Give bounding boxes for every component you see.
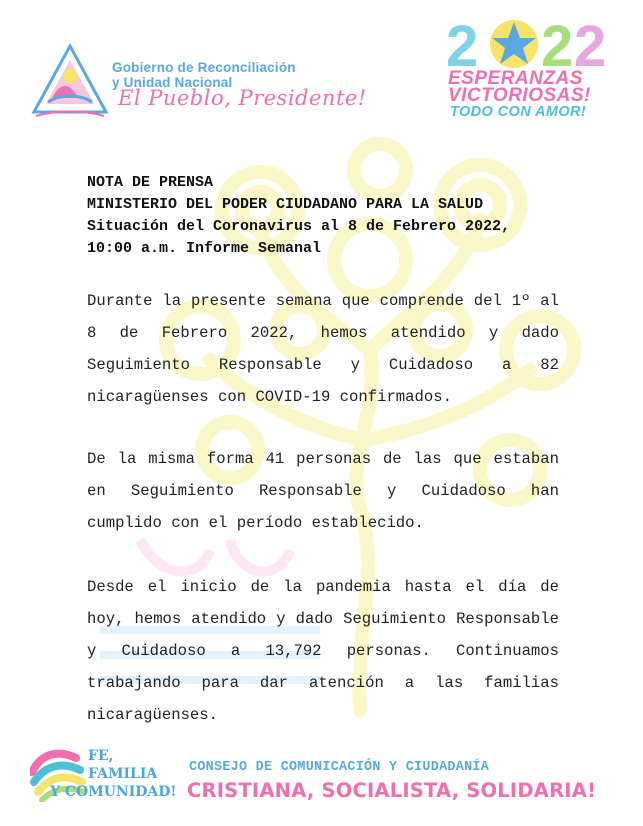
title-line-nota: NOTA DE PRENSA <box>87 174 214 191</box>
todo-con-amor-text: TODO CON AMOR! <box>450 104 587 120</box>
paragraph-weekly-cases: Durante la presente semana que comprende del 1º al 8 de Febrero 2022, hemos atendido y dado Seguimiento Responsable y Cuidadoso a 82 nicaragüenses con COVID-19 confirmados. <box>87 292 559 406</box>
paragraph-completed-follow-up: De la misma forma 41 personas de las que estaban en Seguimiento Responsable y Cuidadoso han cumplido con el período establecido. <box>87 450 559 532</box>
title-line-ministerio: MINISTERIO DEL PODER CIUDADANO PARA LA SALUD <box>87 196 484 213</box>
footer-fe-text: FE, <box>88 748 114 764</box>
year-2022-logo-icon <box>446 14 616 74</box>
government-name-line2: y Unidad Nacional <box>112 75 233 90</box>
paragraph-total-cases: Desde el inicio de la pandemia hasta el día de hoy, hemos atendido y dado Seguimiento Responsable y Cuidadoso a 13,792 personas. Continuamos trabajando para dar atención a las familias nicaragüenses. <box>87 578 559 724</box>
footer-comunidad-text: Y COMUNIDAD! <box>50 784 177 800</box>
government-triangle-logo-icon <box>30 42 110 120</box>
footer-consejo-text: CONSEJO DE COMUNICACIÓN Y CIUDADANÍA <box>189 760 490 775</box>
press-release-title <box>87 172 510 260</box>
svg-text:2: 2 <box>446 14 479 74</box>
victoriosas-text: VICTORIOSAS! <box>448 85 591 106</box>
footer-cristiana-socialista-solidaria: CRISTIANA, SOCIALISTA, SOLIDARIA! <box>187 779 597 802</box>
esperanzas-text: ESPERANZAS <box>448 68 583 89</box>
slogan-pueblo-presidente: El Pueblo, Presidente! <box>118 86 367 110</box>
svg-text:2: 2 <box>541 14 574 74</box>
title-line-situacion: Situación del Coronavirus al 8 de Febrero 2022, <box>87 218 511 235</box>
title-line-informe: 10:00 a.m. Informe Semanal <box>87 240 322 257</box>
government-name-line1: Gobierno de Reconciliación <box>112 60 296 75</box>
svg-text:2: 2 <box>574 14 607 74</box>
footer-familia-text: FAMILIA <box>88 766 158 782</box>
